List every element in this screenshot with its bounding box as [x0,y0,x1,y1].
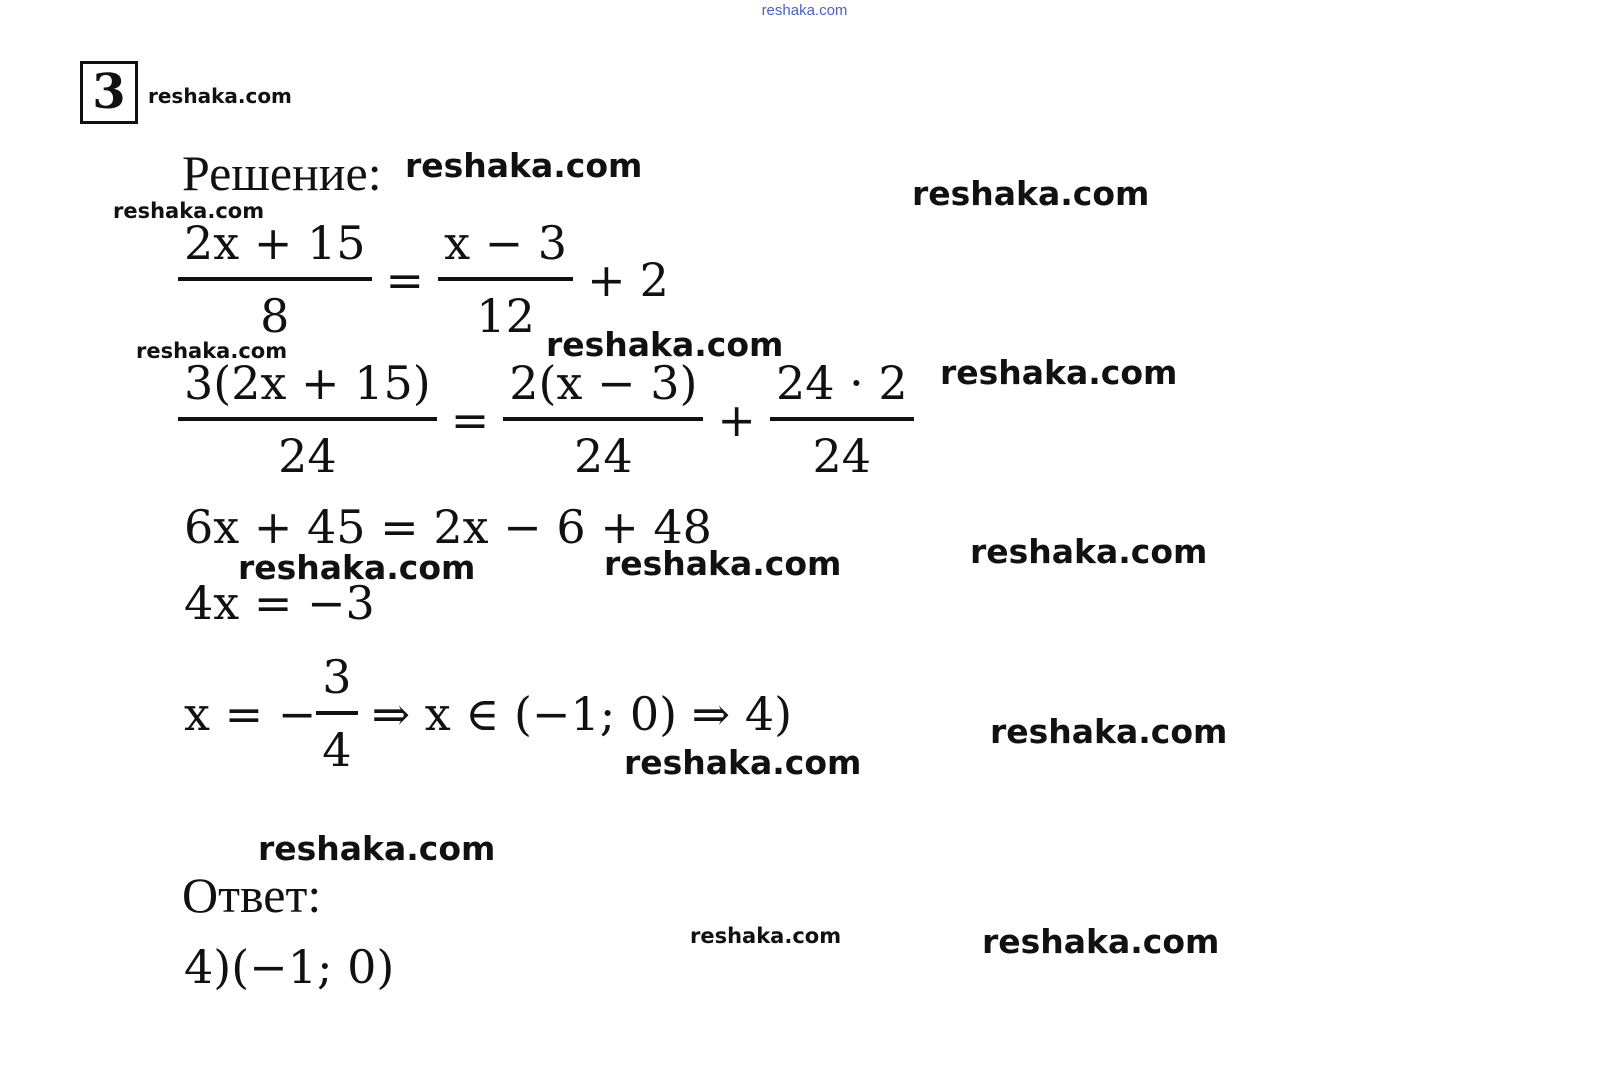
fraction-bar [178,417,437,421]
numerator: 2(x − 3) [509,356,698,410]
watermark: reshaka.com [970,532,1208,571]
equation-1 [178,218,669,341]
watermark: reshaka.com [604,544,842,583]
fraction [438,218,573,341]
fraction-bar [770,417,914,421]
watermark: reshaka.com [982,922,1220,961]
fraction-bar [503,417,703,421]
numerator: x − 3 [444,216,568,270]
watermark: reshaka.com [940,353,1178,392]
fraction [316,652,357,775]
denominator: 24 [278,428,337,483]
answer-heading: Ответ: [182,867,322,923]
denominator: 12 [476,288,535,343]
equation-lhs: x = − [184,686,317,741]
solution-heading: Решение: [182,145,382,201]
denominator: 8 [260,288,290,343]
fraction-bar [178,277,372,281]
watermark: reshaka.com [258,829,496,868]
fraction [503,358,703,481]
answer-value: 4)(−1; 0) [184,940,395,994]
term: 2 [639,252,669,307]
fraction [178,218,372,341]
fraction-bar [316,711,357,715]
watermark: reshaka.com [238,548,476,587]
fraction-bar [438,277,573,281]
numerator: 24 · 2 [775,356,908,410]
equals-sign: = [385,252,425,307]
plus-sign: + [717,392,756,447]
equation-2 [178,358,914,481]
fraction [770,358,914,481]
top-watermark: reshaka.com [761,2,848,19]
equation-3: 6x + 45 = 2x − 6 + 48 [184,500,712,554]
watermark: reshaka.com [113,199,265,223]
watermark: reshaka.com [546,325,784,364]
equation-rhs: ⇒ x ∈ (−1; 0) ⇒ 4) [371,686,793,741]
watermark: reshaka.com [136,339,288,363]
denominator: 24 [812,428,872,483]
watermark: reshaka.com [148,84,292,108]
plus-sign: + [587,252,626,307]
watermark: reshaka.com [990,712,1228,751]
denominator: 4 [322,722,352,777]
denominator: 24 [574,428,633,483]
watermark: reshaka.com [624,743,862,782]
problem-number: 3 [80,61,138,124]
numerator: 3 [322,650,352,704]
watermark: reshaka.com [690,924,842,948]
equals-sign: = [450,392,490,447]
equation-4: 4x = −3 [184,576,375,630]
fraction [178,358,437,481]
numerator: 2x + 15 [184,216,366,270]
numerator: 3(2x + 15) [184,356,431,410]
watermark: reshaka.com [405,146,643,185]
watermark: reshaka.com [912,174,1150,213]
